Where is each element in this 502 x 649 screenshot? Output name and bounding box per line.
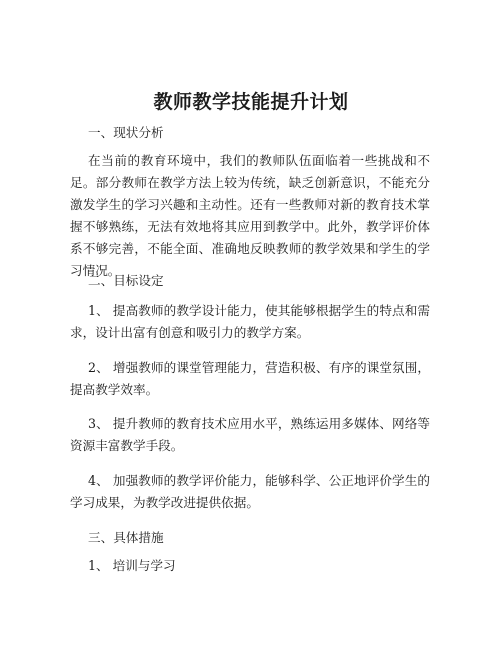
paragraph-measure-1: 1、 培训与学习: [88, 558, 176, 573]
paragraph-goal-4: 4、 加强教师的教学评价能力，能够科学、公正地评价学生的学习成果，为教学改进提供依据。: [70, 473, 430, 510]
paragraph-goal-2: 2、 增强教师的课堂管理能力，营造积极、有序的课堂氛围，提高教学效率。: [70, 360, 430, 397]
section-heading-goals: 二、目标设定: [88, 273, 164, 288]
document-title: 教师教学技能提升计划: [153, 91, 349, 113]
section-heading-measures: 三、具体措施: [88, 530, 164, 545]
paragraph-analysis: 在当前的教育环境中，我们的教师队伍面临着一些挑战和不足。部分教师在教学方法上较为传统，缺乏创新意识，不能充分激发学生的学习兴趣和主动性。还有一些教师对新的教育技术掌握不够熟练，无法有效地将其应用到教学中。此外，教学评价体系不够完善，不能全面、准确地反映教师的教学效果和学生的学习情况。: [70, 153, 430, 278]
paragraph-goal-1: 1、 提高教师的教学设计能力，使其能够根据学生的特点和需求，设计出富有创意和吸引力的教学方案。: [70, 303, 430, 340]
paragraph-goal-3: 3、 提升教师的教育技术应用水平，熟练运用多媒体、网络等资源丰富教学手段。: [70, 416, 430, 453]
section-heading-analysis: 一、现状分析: [88, 125, 164, 140]
